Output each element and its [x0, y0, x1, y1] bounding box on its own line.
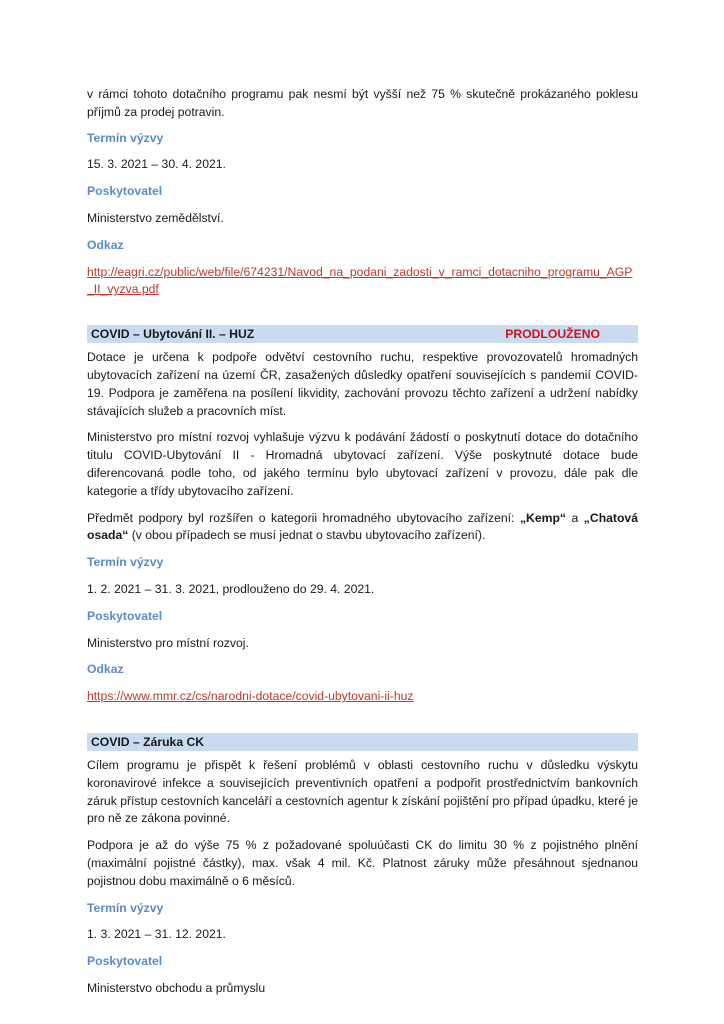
term-heading: Termín výzvy — [87, 130, 164, 145]
provider-value: Ministerstvo obchodu a průmyslu — [87, 980, 266, 995]
mmr-link[interactable]: https://www.mmr.cz/cs/narodni-dotace/covid-ubytovani-ii-huz — [87, 689, 414, 704]
agp-link[interactable]: http://eagri.cz/public/web/file/674231/Navod_na_podani_zadosti_v_ramci_dotacniho_programu_AGP_II_vyzva.pdf — [87, 264, 633, 297]
provider-heading: Poskytovatel — [87, 184, 163, 199]
section-bar-ubytovani — [87, 325, 638, 343]
term-heading: Termín výzvy — [87, 555, 164, 570]
provider-value: Ministerstvo zemědělství. — [87, 210, 224, 225]
p3-text-c: (v obou případech se musí jednat o stavbu ubytovacího zařízení). — [128, 528, 486, 543]
document-page — [87, 86, 638, 1007]
ubytovani-paragraph-3 — [87, 510, 638, 546]
term-value: 15. 3. 2021 – 30. 4. 2021. — [87, 157, 226, 172]
ubytovani-paragraph-1: Dotace je určena k podpoře odvětví cestovního ruchu, respektive provozovatelů hromadných ubytovacích zařízení na území ČR, zasažených důsledky opatření souvisejících s pandemií COVID-19. Podpora je zaměřena na posílení likvidity, zachování provozu těchto zařízení a udržení nabídky stávajících služeb a pracovních míst. — [87, 350, 638, 418]
section-bar-zaruka — [87, 733, 638, 751]
zaruka-paragraph-1: Cílem programu je přispět k řešení problémů v oblasti cestovního ruchu v důsledku výskytu koronavirové infekce a souvisejících preventivních opatření a podpořit prostřednictvím bankovních záruk přístup cestovních kanceláří a cestovních agentur k získání pojištění pro případ úpadku, které je pro ně ze zákona povinné. — [87, 757, 638, 826]
p3-text-a: Předmět podpory byl rozšířen o kategorii hromadného ubytovacího zařízení: — [87, 510, 520, 525]
p3-text-b: a — [566, 510, 584, 525]
chatova-osada-label: „Chatová osada“ — [87, 510, 638, 543]
intro-paragraph: v rámci tohoto dotačního programu pak nesmí být vyšší než 75 % skutečně prokázaného poklesu příjmů za prodej potravin. — [87, 87, 638, 119]
provider-heading: Poskytovatel — [87, 608, 163, 623]
section-title: COVID – Záruka CK — [91, 734, 205, 749]
link-heading: Odkaz — [87, 662, 124, 677]
term-value: 1. 3. 2021 – 31. 12. 2021. — [87, 927, 226, 942]
zaruka-paragraph-2: Podpora je až do výše 75 % z požadované spoluúčasti CK do limitu 30 % z pojistného plnění (maximální pojistné částky), max. však 4 mil. Kč. Platnost záruky může přesáhnout sjednanou pojistnou dobu maximálně o 6 měsíců. — [87, 838, 638, 888]
provider-value: Ministerstvo pro místní rozvoj. — [87, 635, 249, 650]
link-heading: Odkaz — [87, 237, 124, 252]
term-heading: Termín výzvy — [87, 900, 164, 915]
status-badge: PRODLOUŽENO — [505, 327, 600, 342]
term-value: 1. 2. 2021 – 31. 3. 2021, prodlouženo do 29. 4. 2021. — [87, 581, 375, 596]
provider-heading: Poskytovatel — [87, 954, 163, 969]
kemp-label: „Kemp“ — [519, 510, 567, 525]
section-title: COVID – Ubytování II. – HUZ — [91, 327, 255, 342]
ubytovani-paragraph-2: Ministerstvo pro místní rozvoj vyhlašuje výzvu k podávání žádostí o poskytnutí dotace do dotačního titulu COVID-Ubytování II - Hromadná ubytovací zařízení. Výše poskytnuté dotace bude diferencovaná podle toho, od jakého termínu bylo ubytovací zařízení v provozu, dále pak dle kategorie a třídy ubytovacího zařízení. — [87, 430, 638, 498]
